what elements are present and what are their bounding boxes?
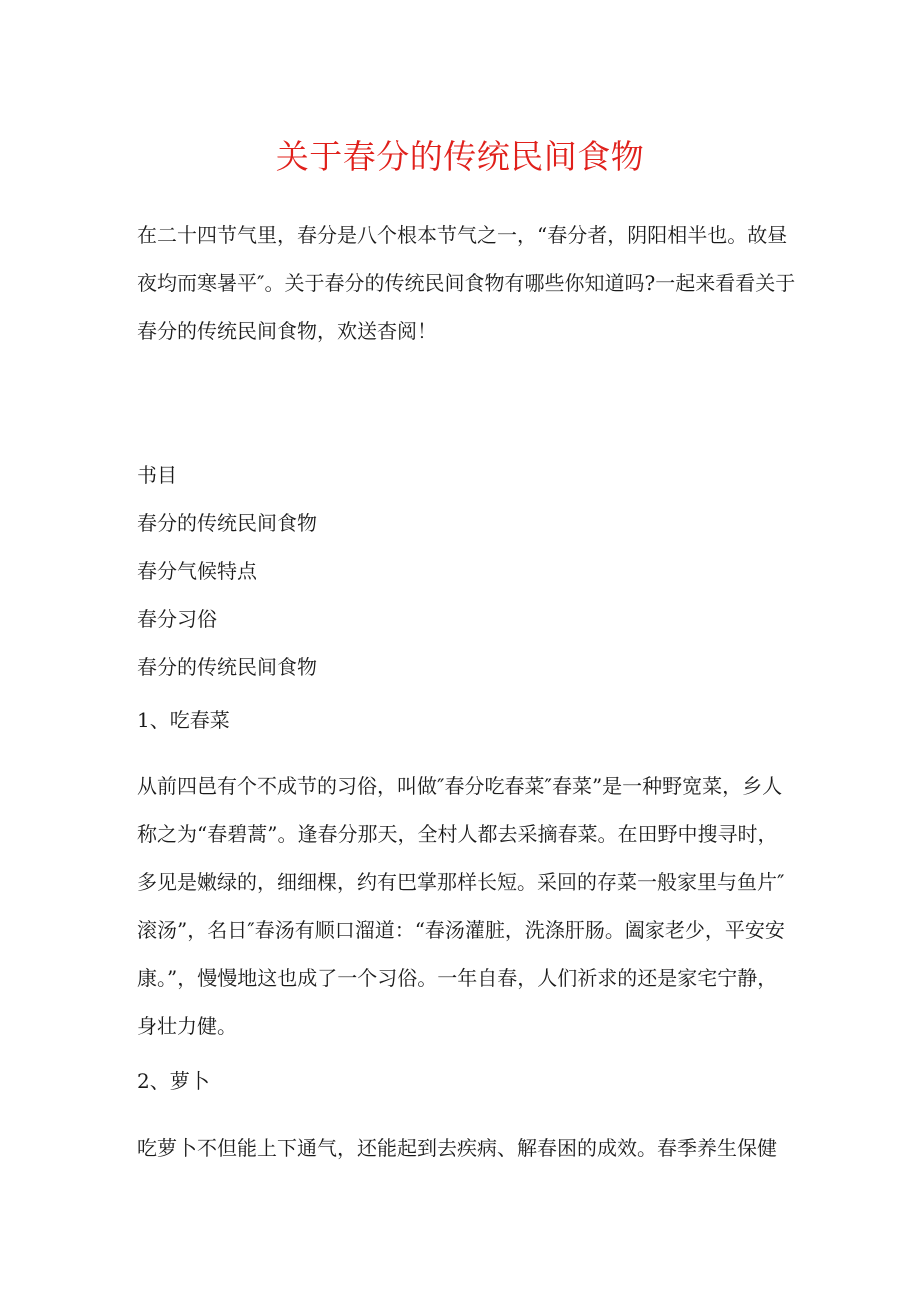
toc-item: 春分气候特点: [137, 559, 257, 583]
document-title: 关于春分的传统民间食物: [275, 137, 645, 176]
toc-item: 春分习俗: [137, 607, 217, 631]
item-title: 2、萝卜: [137, 1069, 210, 1093]
intro-paragraph: 在二十四节气里，春分是八个根本节气之一，“春分者，阴阳相半也。故昼夜均而寒暑平″。关于春分的传统民间食物有哪些你知道吗?一起来看看关于春分的传统民间食物，欢送杳阅！: [137, 223, 796, 343]
section-heading: 春分的传统民间食物: [137, 655, 317, 679]
item-paragraph: 从前四邑有个不成节的习俗，叫做″春分吃春菜″春菜”是一种野宽菜，乡人称之为“春碧蒿”。逢春分那天，全村人都去采摘春菜。在田野中搜寻时，多见是嫩绿的，细细棵，约有巴掌那样长短。采回的存菜一般家里与鱼片″滚汤”，名日″春汤有顺口溜道：“春汤灌脏，洗涤肝肠。阖家老少，平安安康。”，慢慢地这也成了一个习俗。一年自春，人们祈求的还是家宅宁静，身壮力健。: [137, 774, 785, 1038]
toc-heading: 书目: [137, 463, 177, 487]
item-paragraph: 吃萝卜不但能上下通气，还能起到去疾病、解春困的成效。春季养生保健: [137, 1136, 777, 1160]
item-title: 1、吃春菜: [137, 708, 230, 732]
toc-item: 春分的传统民间食物: [137, 511, 317, 535]
